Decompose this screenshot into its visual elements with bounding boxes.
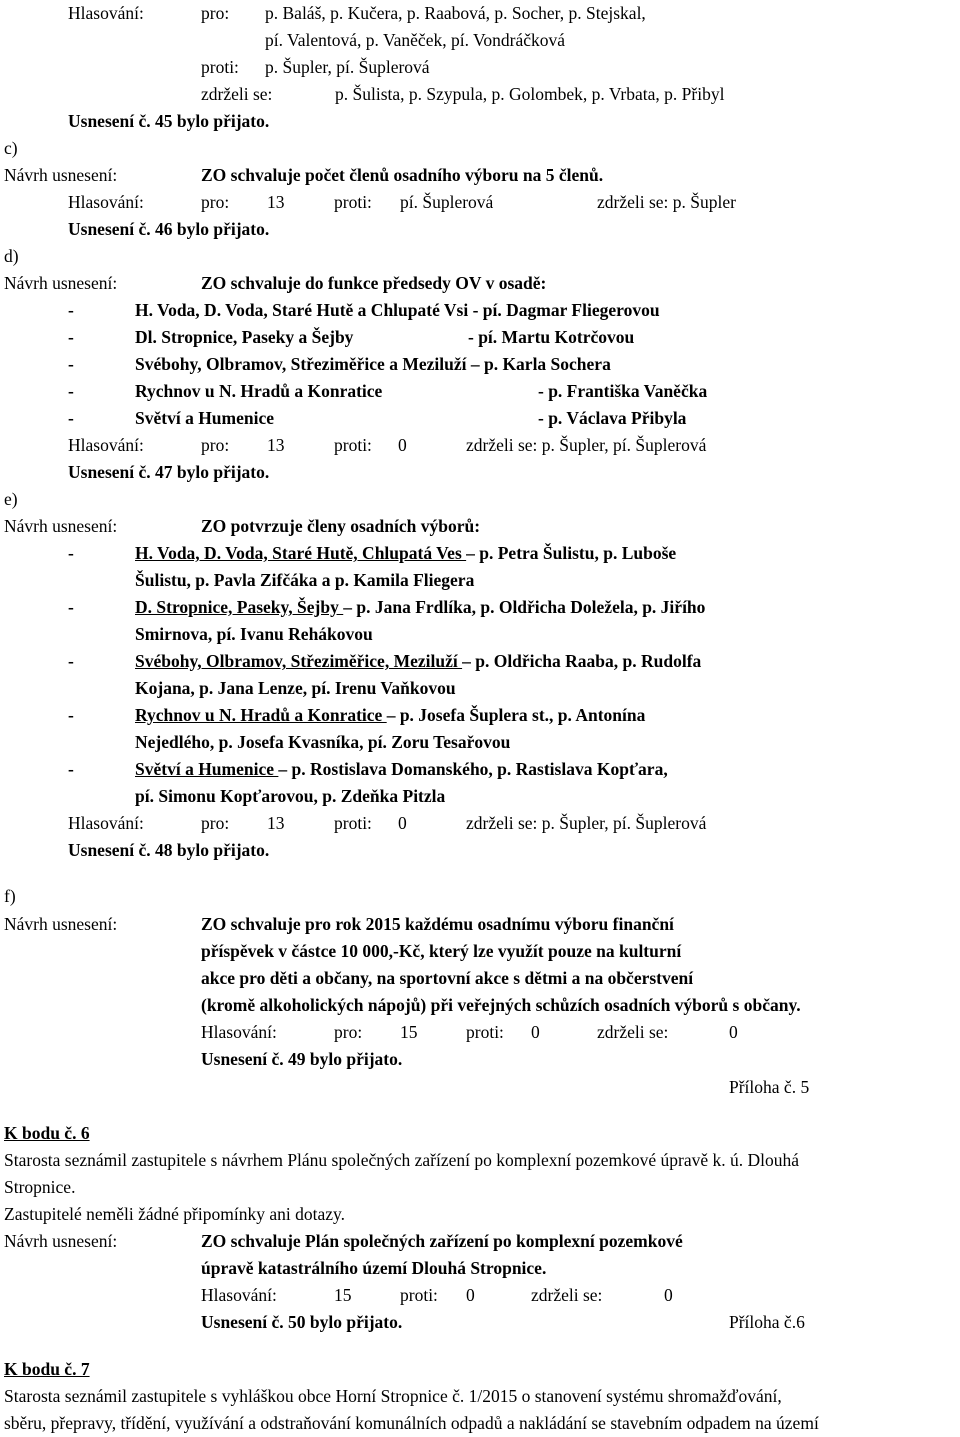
zdrzeli-label: zdrželi se: (201, 84, 273, 104)
member-place: D. Stropnice, Paseky, Šejby (135, 597, 344, 617)
member-names: – p. Josefa Šuplera st., p. Antonína (386, 705, 646, 725)
pro-count: 13 (267, 435, 285, 455)
proti-label: proti: (400, 1285, 438, 1305)
resolution-46: Usnesení č. 46 bylo přijato. (68, 219, 270, 239)
proti-count: 0 (531, 1022, 540, 1042)
proti-label: proti: (334, 435, 372, 455)
section-letter-c: c) (4, 138, 18, 158)
attachment-label: Příloha č.6 (729, 1312, 805, 1332)
proti-count: 0 (398, 435, 407, 455)
chair-place: Svébohy, Olbramov, Střeziměřice a Meziluží – p. Karla Sochera (135, 354, 611, 374)
proti-label: proti: (334, 192, 372, 212)
pro-label: pro: (334, 1022, 363, 1042)
member-names-cont: Kojana, p. Jana Lenze, pí. Irenu Vaňkovou (135, 678, 456, 698)
zdrzeli-count: 0 (664, 1285, 673, 1305)
zdrzeli-label: zdrželi se: (597, 1022, 669, 1042)
proti-count: 0 (466, 1285, 475, 1305)
zdrzeli-count: 0 (729, 1022, 738, 1042)
resolution-48: Usnesení č. 48 bylo přijato. (68, 840, 270, 860)
list-dash: - (68, 759, 74, 779)
member-line (135, 594, 705, 621)
pro-label: pro: (201, 3, 230, 23)
zdrzeli-text: zdrželi se: p. Šupler, pí. Šuplerová (466, 813, 707, 833)
section-letter-f: f) (4, 886, 16, 906)
section-letter-d: d) (4, 246, 19, 266)
item-heading: K bodu č. 6 (4, 1123, 90, 1143)
paragraph-line: Starosta seznámil zastupitele s vyhláškou obce Horní Stropnice č. 1/2015 o stanovení systému shromažďování, (4, 1386, 782, 1406)
list-dash: - (68, 327, 74, 347)
pro-count: 15 (400, 1022, 418, 1042)
resolution-45: Usnesení č. 45 bylo přijato. (68, 111, 270, 131)
list-dash: - (68, 597, 74, 617)
pro-label: pro: (201, 813, 230, 833)
paragraph-line: Zastupitelé neměli žádné připomínky ani dotazy. (4, 1204, 345, 1224)
proti-names: p. Šupler, pí. Šuplerová (265, 57, 430, 77)
member-names: – p. Jana Frdlíka, p. Oldřicha Doležela, p. Jiřího (343, 597, 706, 617)
proposal-label: Návrh usnesení: (4, 1231, 118, 1251)
item-heading: K bodu č. 7 (4, 1359, 90, 1379)
pro-names: p. Baláš, p. Kučera, p. Raabová, p. Socher, p. Stejskal, (265, 3, 646, 23)
zdrzeli-names: p. Šulista, p. Szypula, p. Golombek, p. Vrbata, p. Přibyl (335, 84, 725, 104)
chair-person: - p. Václava Přibyla (538, 408, 687, 428)
proposal-label: Návrh usnesení: (4, 516, 118, 536)
proposal-text: ZO potvrzuje členy osadních výborů: (201, 516, 481, 536)
proposal-line: (kromě alkoholických nápojů) při veřejných schůzích osadních výborů s občany. (201, 995, 801, 1015)
zdrzeli-label: zdrželi se: (531, 1285, 603, 1305)
proposal-label: Návrh usnesení: (4, 914, 118, 934)
proposal-line: akce pro děti a občany, na sportovní akce s dětmi a na občerstvení (201, 968, 694, 988)
paragraph-line: Stropnice. (4, 1177, 76, 1197)
resolution-49: Usnesení č. 49 bylo přijato. (201, 1049, 403, 1069)
member-names-cont: Nejedlého, p. Josefa Kvasníka, pí. Zoru Tesařovou (135, 732, 511, 752)
chair-place: Světví a Humenice (135, 408, 275, 428)
member-line (135, 540, 676, 567)
member-line (135, 648, 701, 675)
member-names: – p. Rostislava Domanského, p. Rastislava Kopťara, (278, 759, 668, 779)
member-names: – p. Oldřicha Raaba, p. Rudolfa (462, 651, 702, 671)
pro-label: pro: (201, 435, 230, 455)
list-dash: - (68, 408, 74, 428)
vote-label: Hlasování: (201, 1285, 277, 1305)
member-names-cont: Smirnova, pí. Ivanu Rehákovou (135, 624, 373, 644)
member-names-cont: Šulistu, p. Pavla Zifčáka a p. Kamila Fliegera (135, 570, 475, 590)
chair-place: Rychnov u N. Hradů a Konratice (135, 381, 383, 401)
pro-count: 13 (267, 813, 285, 833)
pro-count: 15 (334, 1285, 352, 1305)
member-line (135, 756, 668, 783)
member-place: Světví a Humenice (135, 759, 279, 779)
proposal-text: ZO schvaluje počet členů osadního výboru na 5 členů. (201, 165, 604, 185)
proposal-line: příspěvek v částce 10 000,-Kč, který lze využít pouze na kulturní (201, 941, 682, 961)
paragraph-line: Starosta seznámil zastupitele s návrhem Plánu společných zařízení po komplexní pozemkové úpravě k. ú. Dlouhá (4, 1150, 800, 1170)
member-line (135, 702, 645, 729)
list-dash: - (68, 354, 74, 374)
vote-label: Hlasování: (68, 192, 144, 212)
list-dash: - (68, 381, 74, 401)
proposal-label: Návrh usnesení: (4, 165, 118, 185)
chair-place: Dl. Stropnice, Paseky a Šejby (135, 327, 354, 347)
list-dash: - (68, 705, 74, 725)
proposal-text: ZO schvaluje do funkce předsedy OV v osadě: (201, 273, 547, 293)
list-dash: - (68, 300, 74, 320)
member-place: Svébohy, Olbramov, Střeziměřice, Meziluží (135, 651, 463, 671)
zdrzeli-text: zdrželi se: p. Šupler (597, 192, 736, 212)
proposal-line: ZO schvaluje pro rok 2015 každému osadnímu výboru finanční (201, 914, 674, 934)
list-dash: - (68, 543, 74, 563)
zdrzeli-text: zdrželi se: p. Šupler, pí. Šuplerová (466, 435, 707, 455)
member-place: H. Voda, D. Voda, Staré Hutě, Chlupatá Ves (135, 543, 467, 563)
list-dash: - (68, 651, 74, 671)
proti-label: proti: (201, 57, 239, 77)
vote-label: Hlasování: (201, 1022, 277, 1042)
proposal-label: Návrh usnesení: (4, 273, 118, 293)
proti-count: 0 (398, 813, 407, 833)
vote-label: Hlasování: (68, 435, 144, 455)
section-letter-e: e) (4, 489, 18, 509)
proposal-line: ZO schvaluje Plán společných zařízení po komplexní pozemkové (201, 1231, 683, 1251)
proti-names: pí. Šuplerová (400, 192, 494, 212)
member-place: Rychnov u N. Hradů a Konratice (135, 705, 387, 725)
resolution-50: Usnesení č. 50 bylo přijato. (201, 1312, 403, 1332)
chair-person: - p. Františka Vaněčka (538, 381, 708, 401)
chair-person: - pí. Martu Kotrčovou (468, 327, 635, 347)
proti-label: proti: (466, 1022, 504, 1042)
pro-names-cont: pí. Valentová, p. Vaněček, pí. Vondráčková (265, 30, 566, 50)
paragraph-line: sběru, přepravy, třídění, využívání a odstraňování komunálních odpadů a nakládání se stavebním odpadem na území (4, 1413, 819, 1433)
member-names-cont: pí. Simonu Kopťarovou, p. Zdeňka Pitzla (135, 786, 446, 806)
chair-place: H. Voda, D. Voda, Staré Hutě a Chlupaté Vsi - pí. Dagmar Fliegerovou (135, 300, 660, 320)
attachment-label: Příloha č. 5 (729, 1077, 810, 1097)
vote-label: Hlasování: (68, 3, 144, 23)
proti-label: proti: (334, 813, 372, 833)
pro-label: pro: (201, 192, 230, 212)
pro-count: 13 (267, 192, 285, 212)
vote-label: Hlasování: (68, 813, 144, 833)
proposal-line: úpravě katastrálního území Dlouhá Stropnice. (201, 1258, 547, 1278)
resolution-47: Usnesení č. 47 bylo přijato. (68, 462, 270, 482)
member-names: – p. Petra Šulistu, p. Luboše (466, 543, 677, 563)
